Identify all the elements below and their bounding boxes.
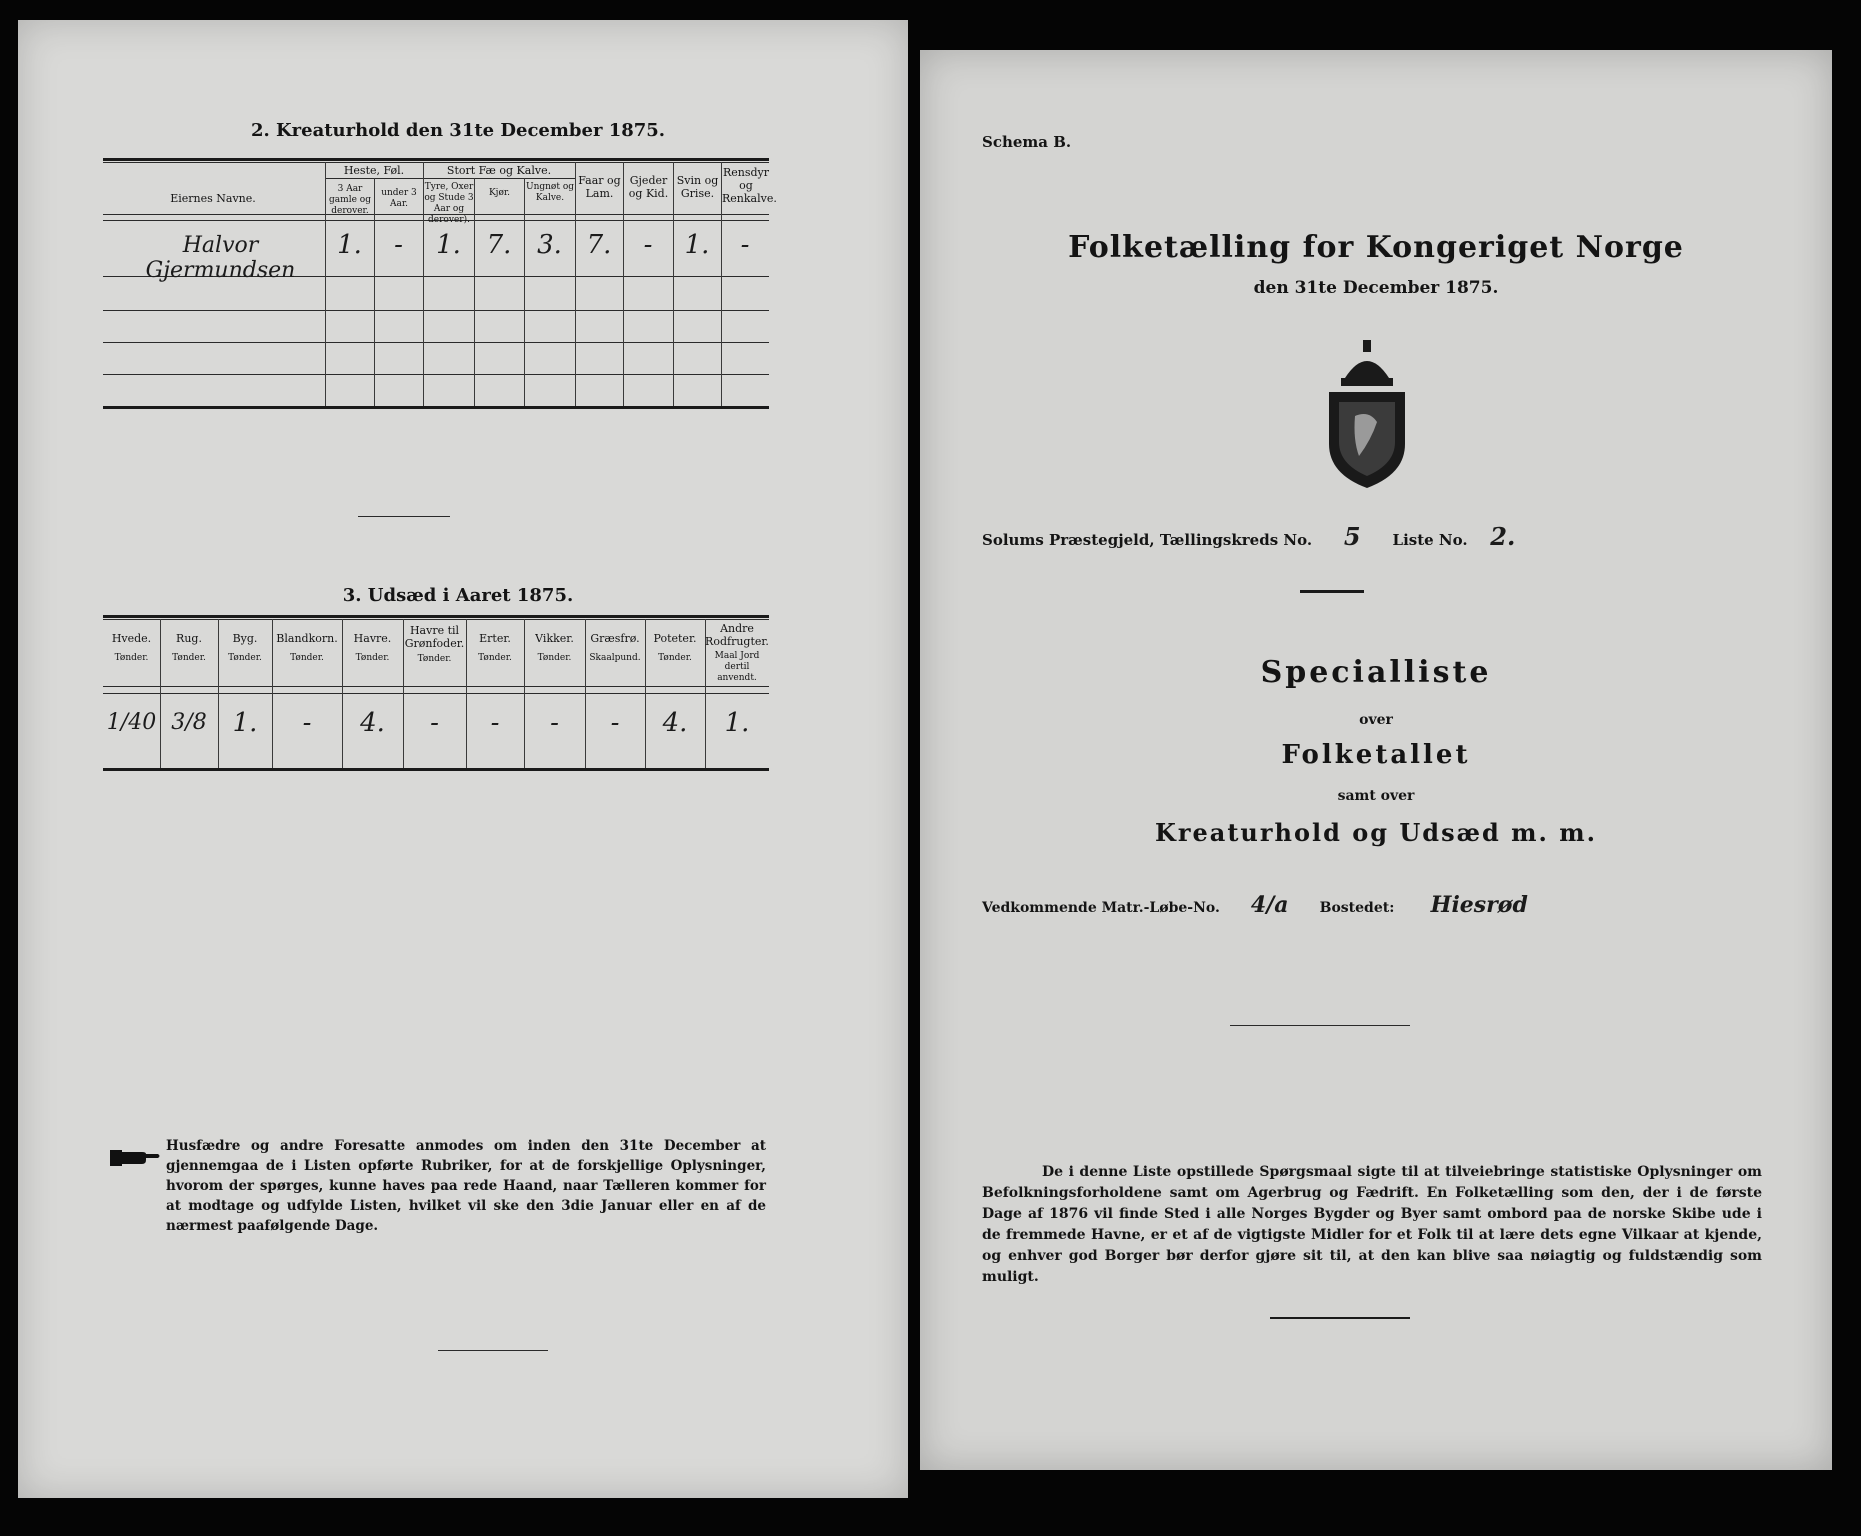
cell-vikker: - — [550, 708, 559, 738]
cell-svin: 1. — [684, 230, 710, 260]
cell-byg: 1. — [232, 708, 258, 738]
notice-text: Husfædre og andre Foresatte anmodes om inden den 31te December at gjennemgaa de i Listen opførte Rubriker, for at de forskjellige Oplysninger, hvorom der spørges, kunne haves paa rede Haand, naar Tælleren kommer for at modtage og udfylde Listen, hvilket vil ske den 3die Januar eller en af de nærmest paafølgende Dage. — [166, 1138, 766, 1234]
col-erter: Erter. Tønder. — [478, 632, 512, 663]
cell-tyre: 1. — [436, 230, 461, 260]
liste-number: 2. — [1490, 522, 1516, 551]
udsaed-title: 3. Udsæd i Aaret 1875. — [342, 585, 574, 606]
cover-date: den 31te December 1875. — [1253, 278, 1499, 298]
cover-title: Folketælling for Kongeriget Norge — [1068, 230, 1684, 265]
coat-of-arms-icon — [1323, 340, 1411, 490]
col-rensdyr: Rensdyr og Renkalve. — [722, 166, 777, 205]
bosted-label: Bostedet: — [1319, 900, 1395, 916]
cell-rensdyr: - — [740, 230, 750, 260]
col-poteter: Poteter. Tønder. — [653, 632, 697, 663]
cover-over: over — [1359, 712, 1393, 728]
cover-samt-over: samt over — [1337, 788, 1415, 804]
col-byg: Byg. Tønder. — [228, 632, 262, 663]
title-rule — [1300, 590, 1364, 593]
col-faar: Faar og Lam. — [578, 174, 621, 200]
matr-line — [982, 892, 1822, 918]
table1-top-rule — [103, 158, 769, 161]
col-heste-under3: under 3 Aar. — [381, 188, 417, 209]
cell-havre-gronfoder: - — [430, 708, 439, 738]
cell-kjor: 7. — [486, 230, 512, 260]
col-andre-rodfrugter: Andre Rodfrugter. Maal Jord dertil anvendt. — [705, 622, 769, 683]
col-owner-header: Eiernes Navne. — [170, 192, 256, 205]
separator-rule — [358, 516, 450, 517]
col-kjor: Kjør. — [488, 188, 511, 198]
group-stort-fae: Stort Fæ og Kalve. — [446, 164, 552, 177]
cover-kreaturhold: Kreaturhold og Udsæd m. m. — [1155, 818, 1597, 847]
cell-graesfro: - — [610, 708, 620, 738]
kreaturhold-title: 2. Kreaturhold den 31te December 1875. — [250, 120, 666, 141]
cell-heste-over3: 1. — [337, 230, 362, 260]
prestegjeld-label: Solums Præstegjeld, — [982, 531, 1155, 549]
bosted-value: Hiesrød — [1430, 892, 1528, 918]
col-havre-gronfoder: Havre til Grønfoder. Tønder. — [404, 624, 465, 664]
liste-label: Liste No. — [1392, 531, 1468, 549]
cell-ungnot: 3. — [537, 230, 562, 260]
col-tyre: Tyre, Oxer og Stude 3 Aar og derover). — [424, 182, 474, 225]
kreds-label: Tællingskreds No. — [1159, 531, 1313, 549]
col-vikker: Vikker. Tønder. — [535, 632, 574, 663]
cell-blandkorn: - — [302, 708, 312, 738]
cell-rug: 3/8 — [171, 710, 207, 735]
col-svin: Svin og Grise. — [676, 174, 719, 200]
cell-erter: - — [490, 708, 500, 738]
bottom-rule — [438, 1350, 548, 1351]
pointing-hand-icon — [108, 1144, 162, 1170]
col-heste-over3: 3 Aar gamle og derover. — [329, 184, 371, 216]
mid-rule — [1230, 1025, 1410, 1026]
district-line — [982, 522, 1782, 551]
col-gjeder: Gjeder og Kid. — [628, 174, 669, 200]
cover-folketallet: Folketallet — [1281, 740, 1471, 770]
matr-number: 4/a — [1250, 892, 1289, 918]
left-page — [18, 20, 908, 1498]
group-heste: Heste, Føl. — [343, 164, 405, 177]
col-havre: Havre. Tønder. — [353, 632, 392, 663]
schema-label: Schema B. — [982, 133, 1072, 151]
cell-poteter: 4. — [662, 708, 688, 738]
col-ungnot: Ungnøt og Kalve. — [525, 182, 574, 203]
col-rug: Rug. Tønder. — [172, 632, 206, 663]
right-page — [920, 50, 1832, 1470]
kreds-number: 5 — [1343, 522, 1361, 551]
col-graesfro: Græsfrø. Skaalpund. — [589, 632, 641, 663]
footer-rule — [1270, 1317, 1410, 1319]
cell-hvede: 1/40 — [106, 710, 157, 735]
cell-heste-under3: - — [394, 230, 403, 260]
explanatory-paragraph: De i denne Liste opstillede Spørgsmaal sigte til at tilveiebringe statistiske Oplysninger om Befolkningsforholdene samt om Agerbrug og Fædrift. En Folketælling som den, der i de første Dage af 1876 vil finde Sted i alle Norges Bygder og Byer samt ombord paa de norske Skibe ude i de fremmede Havne, er et af de vigtigste Midler for et Folk til at lære dets egne Vilkaar at kjende, og enhver god Borger bør derfor gjøre sit til, at den kan blive saa nøiagtig og fuldstændig som muligt. — [982, 1164, 1762, 1285]
cell-andre-rodfrugter: 1. — [724, 708, 750, 738]
cover-specialliste: Specialliste — [1260, 655, 1492, 690]
col-hvede: Hvede. Tønder. — [111, 632, 152, 663]
table2-top-rule — [103, 615, 769, 618]
cell-havre: 4. — [360, 708, 385, 738]
col-blandkorn: Blandkorn. Tønder. — [276, 632, 338, 663]
matr-label: Vedkommende Matr.-Løbe-No. — [982, 900, 1220, 916]
owner-name: Halvor Gjermundsen — [145, 233, 296, 283]
cell-gjeder: - — [643, 230, 653, 260]
cell-faar: 7. — [586, 230, 612, 260]
